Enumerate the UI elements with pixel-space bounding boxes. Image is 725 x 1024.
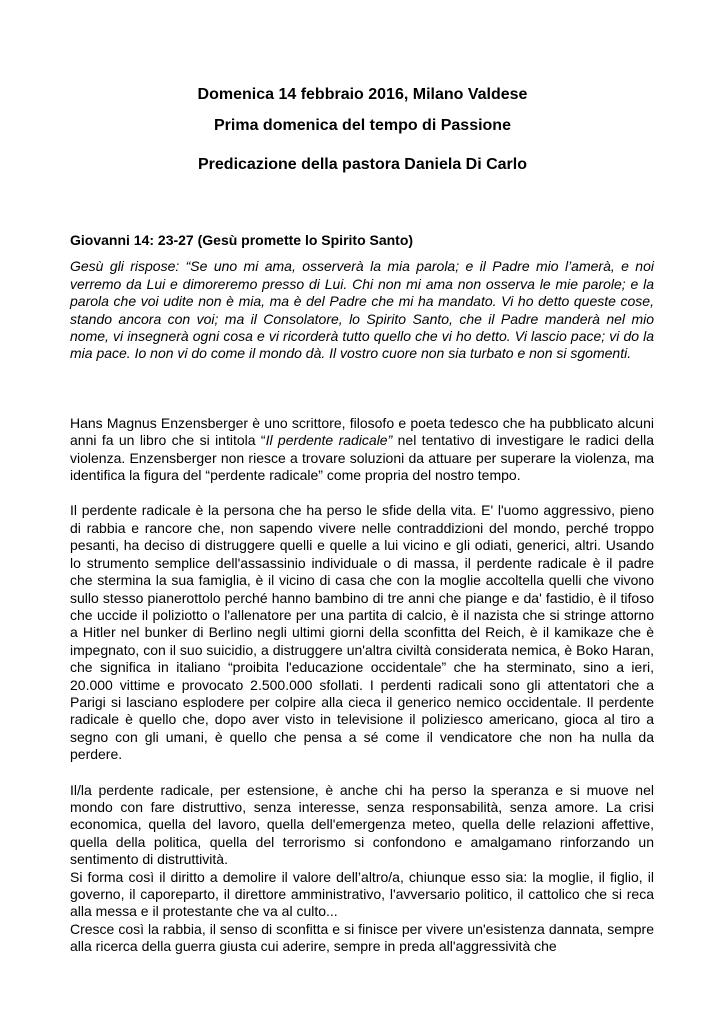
paragraph-1-intro: Hans Magnus Enzensberger è uno scrittore, filosofo e poeta tedesco che ha pubblicato alcuni anni fa un libro che si intitola “ bbox=[70, 414, 654, 449]
sermon-paragraph-2: Il perdente radicale è la persona che ha perso le sfide della vita. E' l'uomo aggressivo, pieno di rabbia e rancore che, non sapendo vivere nelle contraddizioni del mondo, perché troppo pesanti, ha deciso di distruggere quelli e quelle a lui vicino e gli odiati, generici, altri. Usando lo strumento semplice dell'assassinio individuale o di massa, il perdente radicale è il padre che stermina la sua famiglia, è il vicino di casa che con la moglie accoltella quelli che vivono sullo stesso pianerottolo perché hanno bambino di tre anni che piange e da' fastidio, è il tifoso che uccide il poliziotto o l'allenatore per una partita di calcio, è il nazista che si stringe attorno a Hitler nel bunker di Berlino negli ultimi giorni della sconfitta del Reich, è il kamikaze che è impegnato, con il suo suicidio, a distruggere un'altra civiltà considerata nemica, è Boko Haran, che significa in italiano “proibita l'educazione occidentale” che ha sterminato, sino a ieri, 20.000 vittime e provocato 2.500.000 sfollati. I perdenti radicali sono gli attentatori che a Parigi si lasciano esplodere per colpire alla cieca il generico nemico occidentale. Il perdente radicale è quello che, dopo aver visto in televisione il poliziesco americano, gioca al tiro a segno con gli umani, è quello che pensa a sé come il vendicatore che non ha nulla da perdere. bbox=[70, 502, 654, 763]
book-title: Il perdente radicale” bbox=[265, 432, 393, 449]
paragraph-1-rest: nel tentativo di investigare le radici della violenza. Enzensberger non riesce a trovare soluzioni da attuare per superare la violenza, ma identifica la figura del “perdente radicale” come propria del nostro tempo. bbox=[70, 432, 654, 484]
document-body bbox=[70, 232, 654, 956]
sermon-paragraph-1 bbox=[70, 415, 654, 485]
liturgical-sunday-title: Prima domenica del tempo di Passione bbox=[214, 117, 511, 134]
sermon-paragraph-3: Il/la perdente radicale, per estensione, è anche chi ha perso la speranza e si muove nel mondo con fare distruttivo, senza interesse, senza responsabilità, senza amore. La crisi economica, quella del lavoro, quella dell'emergenza meteo, quella delle relazioni affettive, quella della politica, quella del terrorismo si confondono e amalgamano rinforzando un sentimento di distruttività. bbox=[70, 781, 654, 868]
scripture-reference: Giovanni 14: 23-27 (Gesù promette lo Spirito Santo) bbox=[70, 232, 414, 248]
preacher-title: Predicazione della pastora Daniela Di Carlo bbox=[198, 156, 527, 173]
scripture-text: Gesù gli rispose: “Se uno mi ama, osserverà la mia parola; e il Padre mio l’amerà, e noi verremo da Lui e dimoreremo presso di Lui. Chi non mi ama non osserva le mie parole; e la parola che voi udite non è mia, ma è del Padre che mi ha mandato. Vi ho detto queste cose, stando ancora con voi; ma il Consolatore, lo Spirito Santo, che il Padre manderà nel mio nome, vi insegnerà ogni cosa e vi ricorderà tutto quello che vi ho detto. Vi lascio pace; vi do la mia pace. Io non vi do come il mondo dà. Il vostro cuore non sia turbato e non si sgomenti. bbox=[70, 258, 654, 362]
sermon-paragraph-4: Si forma così il diritto a demolire il valore dell’altro/a, chiunque esso sia: la moglie, il figlio, il governo, il caporeparto, il direttore amministrativo, l'avversario politico, il cattolico che si reca alla messa e il protestante che va al culto... bbox=[70, 868, 654, 920]
document-header bbox=[0, 85, 725, 175]
service-date-title: Domenica 14 febbraio 2016, Milano Valdese bbox=[197, 86, 528, 103]
sermon-paragraph-5: Cresce così la rabbia, il senso di sconfitta e si finisce per vivere un'esistenza dannata, sempre alla ricerca della guerra giusta cui aderire, sempre in preda all'aggressività che bbox=[70, 920, 654, 955]
